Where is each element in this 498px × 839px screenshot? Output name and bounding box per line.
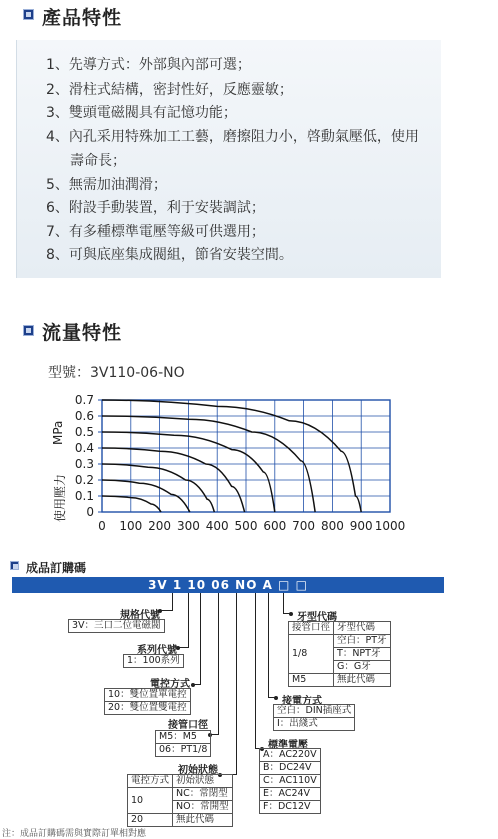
y-tick-label: 0.3 — [74, 457, 94, 471]
table-cell: 無此代碼 — [173, 814, 233, 827]
table-row — [156, 744, 211, 757]
feature-item: 5、無需加油潤滑； — [46, 177, 167, 193]
x-tick-label: 100 — [119, 519, 143, 533]
feature-item: 4、內孔采用特殊加工工藝，磨擦阻力小，啓動氣壓低，使用 — [46, 129, 419, 145]
connector-dot — [289, 612, 293, 616]
table-cell: 初始狀態 — [173, 775, 233, 788]
connector-wiring — [268, 593, 269, 697]
order-title: 成品訂購碼 — [26, 561, 87, 575]
table-row — [128, 814, 233, 827]
feature-item: 7、有多種標準電壓等級可供選用； — [46, 224, 265, 240]
feature-item: 6、附設手動裝置，利于安裝調試； — [46, 200, 265, 216]
table-cell: 空白：DIN插座式 — [274, 705, 355, 718]
control-title: 電控方式 — [150, 679, 190, 690]
table-cell: 06：PT1/8 — [156, 744, 211, 757]
spec-table — [68, 619, 165, 633]
control-table — [104, 688, 191, 715]
table-cell: 20：雙位置雙電控 — [105, 702, 191, 715]
x-tick-label: 300 — [176, 519, 200, 533]
table-cell: 空白：PT牙 — [334, 635, 391, 648]
table-cell: NO：常開型 — [173, 801, 233, 814]
table-cell: 電控方式 — [128, 775, 173, 788]
connector-dot — [274, 696, 278, 700]
feature-item: 壽命長； — [70, 153, 126, 169]
table-row — [105, 702, 191, 715]
x-tick-label: 800 — [320, 519, 344, 533]
table-row — [260, 749, 321, 762]
section-icon — [23, 9, 34, 20]
table-cell: 3V：三口二位電磁閥 — [69, 620, 165, 633]
footnote: 注：成品訂購碼需與實際訂單相對應 — [2, 829, 147, 839]
table-row — [69, 620, 165, 633]
table-cell: E：AC24V — [260, 788, 321, 801]
connector-spec — [172, 593, 173, 610]
table-row — [128, 775, 233, 788]
y-axis-unit: MPa — [51, 420, 65, 445]
table-row — [274, 718, 355, 731]
connector-thread — [283, 593, 284, 613]
table-cell: 20 — [128, 814, 173, 827]
table-row — [289, 635, 391, 648]
port-title: 接管口徑 — [168, 720, 208, 731]
wiring-table — [273, 704, 355, 731]
table-cell: G：G牙 — [334, 661, 391, 674]
table-cell: 10 — [128, 788, 173, 814]
y-tick-label: 0.5 — [74, 425, 94, 439]
x-tick-label: 500 — [234, 519, 258, 533]
table-row — [289, 622, 391, 635]
table-cell: 牙型代碼 — [334, 622, 391, 635]
y-axis-label: 使用壓力 — [53, 473, 67, 522]
connector-control — [200, 593, 201, 684]
series-table — [123, 654, 184, 668]
section-title-features: 產品特性 — [42, 7, 123, 29]
table-row — [260, 762, 321, 775]
table-cell: M5：M5 — [156, 731, 211, 744]
voltage-table — [259, 748, 321, 814]
initial-table — [127, 774, 233, 827]
y-tick-label: 0.6 — [74, 409, 94, 423]
table-cell: 無此代碼 — [334, 674, 391, 687]
y-tick-label: 0 — [86, 505, 94, 519]
table-cell: F：DC12V — [260, 801, 321, 814]
model-label: 型號：3V110-06-NO — [48, 365, 185, 381]
thread-title: 牙型代碼 — [297, 612, 337, 623]
table-row — [128, 788, 233, 801]
table-cell: I：出綫式 — [274, 718, 355, 731]
features-panel — [16, 40, 441, 278]
initial-title: 初始狀態 — [178, 765, 218, 776]
table-row — [289, 674, 391, 687]
section-icon — [10, 561, 19, 570]
connector-series — [188, 593, 189, 647]
order-code-bar — [12, 577, 444, 593]
table-row — [260, 801, 321, 814]
table-cell: 1：100系列 — [124, 655, 184, 668]
table-cell: M5 — [289, 674, 334, 687]
y-tick-label: 0.2 — [74, 473, 94, 487]
table-cell: 1/8 — [289, 635, 334, 674]
table-cell: 接管口徑 — [289, 622, 334, 635]
table-row — [156, 731, 211, 744]
flow-chart — [40, 388, 410, 538]
x-tick-label: 900 — [349, 519, 373, 533]
x-tick-label: 1000 — [374, 519, 406, 533]
order-code: 3V 1 10 06 NO A □ □ — [148, 578, 308, 592]
x-tick-label: 200 — [148, 519, 172, 533]
y-tick-label: 0.4 — [74, 441, 94, 455]
port-table — [155, 730, 211, 757]
y-tick-label: 0.7 — [74, 393, 94, 407]
feature-item: 2、滑柱式結構，密封性好，反應靈敏； — [46, 82, 293, 98]
x-tick-label: 700 — [292, 519, 316, 533]
x-tick-label: 600 — [263, 519, 287, 533]
x-tick-label: 0 — [98, 519, 106, 533]
table-row — [105, 689, 191, 702]
x-tick-label: 400 — [205, 519, 229, 533]
table-cell: 10：雙位置單電控 — [105, 689, 191, 702]
series-title: 系列代號 — [137, 645, 177, 656]
table-cell: T：NPT牙 — [334, 648, 391, 661]
wiring-title: 接電方式 — [282, 696, 322, 707]
y-tick-label: 0.1 — [74, 489, 94, 503]
table-row — [274, 705, 355, 718]
table-row — [124, 655, 184, 668]
table-cell: B：DC24V — [260, 762, 321, 775]
voltage-title: 標準電壓 — [268, 740, 308, 751]
table-cell: NC：常閉型 — [173, 788, 233, 801]
connector-voltage — [255, 593, 256, 748]
connector-port — [218, 593, 219, 734]
connector-dot — [191, 683, 195, 687]
feature-item: 8、可與底座集成閥組，節省安裝空間。 — [46, 247, 293, 263]
table-cell: A：AC220V — [260, 749, 321, 762]
table-row — [260, 788, 321, 801]
table-row — [260, 775, 321, 788]
feature-item: 3、雙頭電磁閥具有記憶功能； — [46, 105, 237, 121]
feature-item: 1、先導方式：外部與內部可選； — [46, 57, 251, 73]
connector-initial — [236, 593, 237, 774]
table-cell: C：AC110V — [260, 775, 321, 788]
section-title-flow: 流量特性 — [42, 322, 123, 344]
section-icon — [23, 325, 34, 336]
spec-title: 規格代號 — [120, 610, 160, 621]
thread-table — [288, 621, 391, 687]
